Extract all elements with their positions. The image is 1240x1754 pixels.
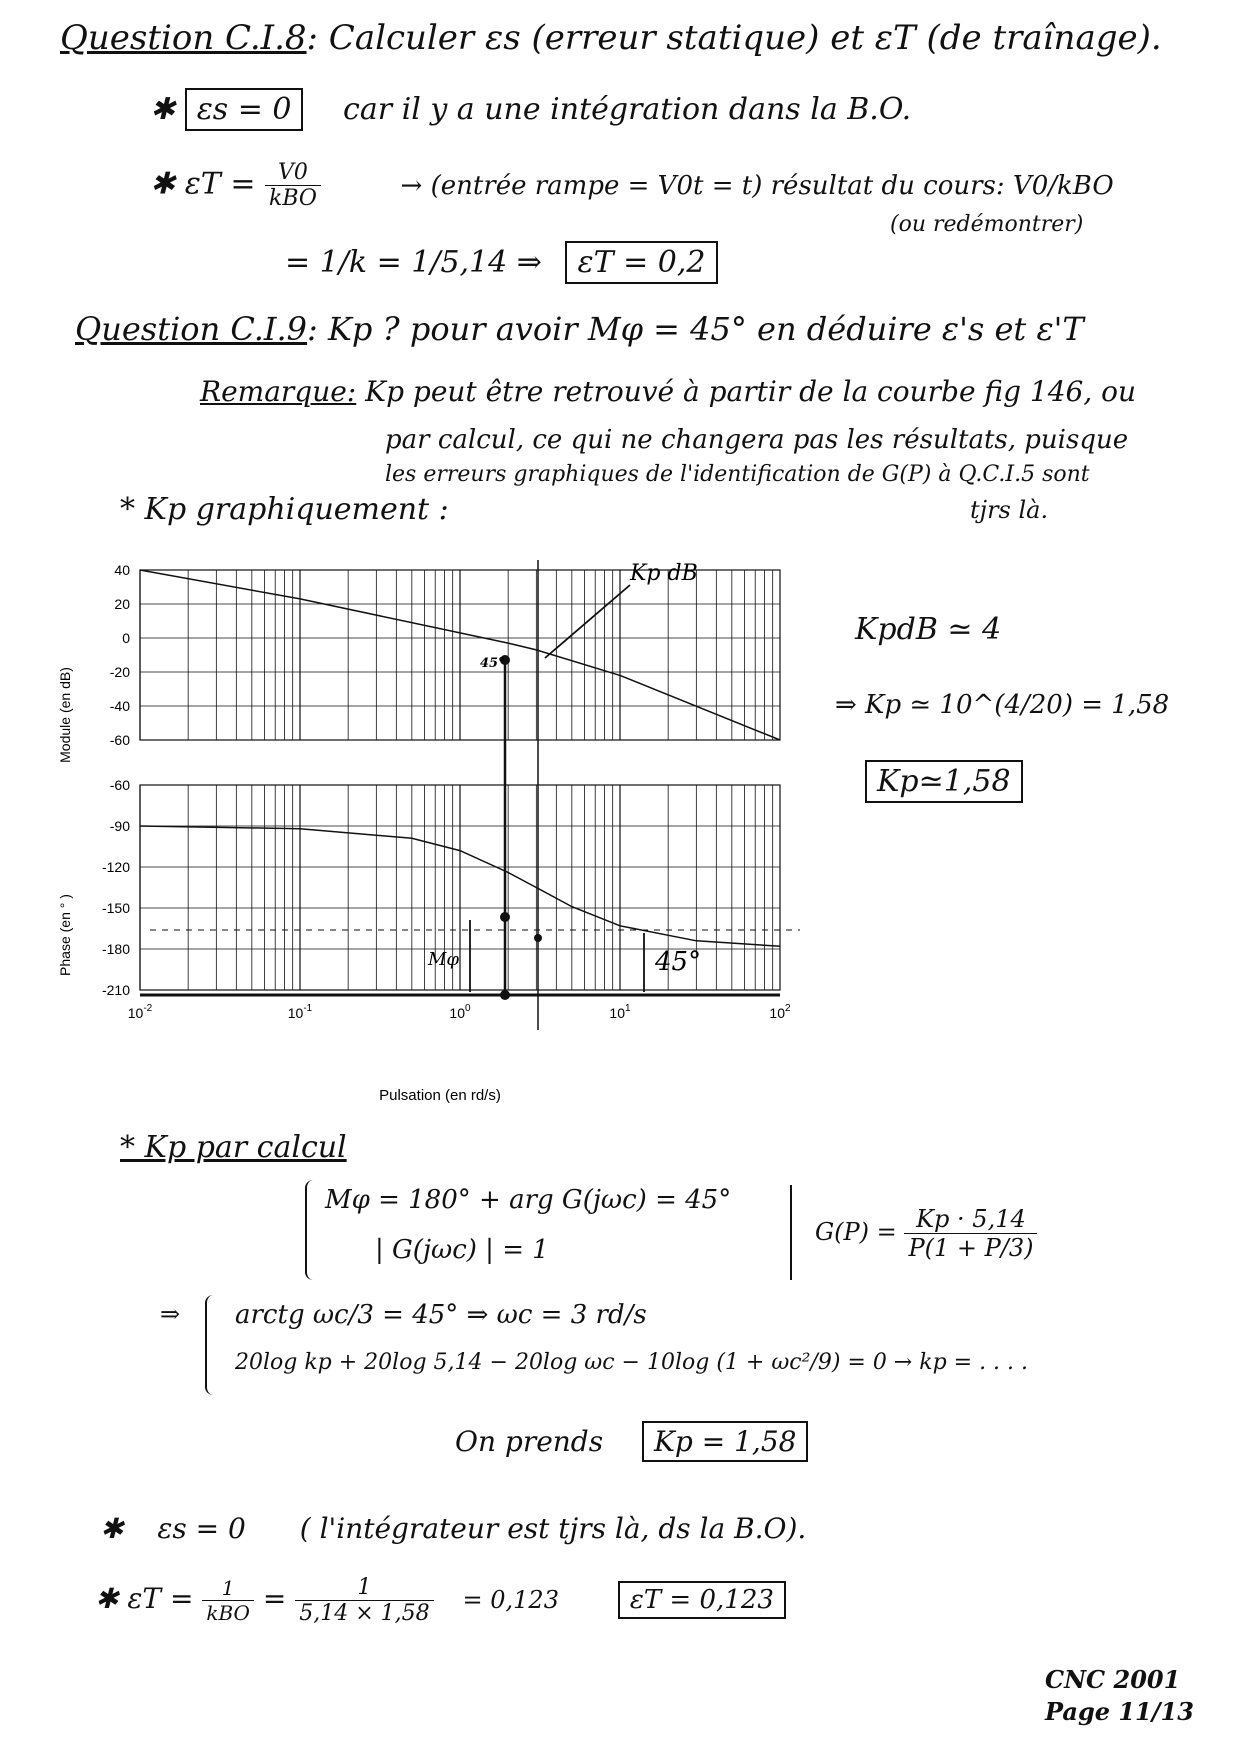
y-tick-label: 20 bbox=[114, 596, 130, 612]
et-f1-den: kBO bbox=[206, 1601, 250, 1625]
y-tick-label: -90 bbox=[109, 818, 130, 834]
kp-phase-point bbox=[534, 934, 542, 942]
phase-ylabel: Phase (en ° ) bbox=[57, 894, 73, 976]
y-tick-label: -20 bbox=[109, 664, 130, 680]
kpdb-arrow bbox=[545, 585, 630, 658]
ci9-line bbox=[75, 310, 1084, 348]
y-tick-label: 40 bbox=[114, 562, 130, 578]
et-note: → (entrée rampe = V0t = t) résultat du cours: V0/kBO bbox=[400, 170, 1114, 201]
gp-den: P(1 + P/3) bbox=[908, 1234, 1034, 1262]
et-den: kBO bbox=[269, 186, 317, 211]
mphi-label: Mφ bbox=[428, 949, 460, 970]
es-reason: car il y a une intégration dans la B.O. bbox=[343, 92, 912, 127]
res-brace bbox=[205, 1295, 213, 1395]
et-final-lhs: εT = bbox=[127, 1582, 194, 1615]
ci9-heading: Question C.I.9 bbox=[75, 310, 308, 348]
x-tick-label: $10^2$ bbox=[769, 1003, 791, 1021]
x-tick-label: $10^1$ bbox=[609, 1003, 631, 1021]
et-box: εT = 0,2 bbox=[565, 241, 717, 284]
et-f2-num: 1 bbox=[295, 1575, 433, 1601]
y-tick-label: -180 bbox=[101, 941, 130, 957]
wc-phase-point bbox=[500, 912, 510, 922]
es-box: εs = 0 bbox=[185, 88, 304, 131]
y-tick-label: 0 bbox=[122, 630, 130, 646]
res-eq1: arctg ωc/3 = 45° ⇒ ωc = 3 rd/s bbox=[235, 1300, 647, 1330]
y-tick-label: -60 bbox=[109, 777, 130, 793]
x-tick-label: $10^{-1}$ bbox=[287, 1003, 313, 1021]
kp-box: Kp≃1,58 bbox=[865, 760, 1023, 803]
et-f1-num: 1 bbox=[202, 1576, 254, 1601]
remark-l3: les erreurs graphiques de l'identification de G(P) à Q.C.I.5 sont bbox=[385, 462, 1090, 487]
remark-l4: tjrs là. bbox=[970, 496, 1049, 524]
gp-formula bbox=[815, 1205, 1037, 1262]
kp-final-box: Kp = 1,58 bbox=[642, 1421, 808, 1462]
on-prend: On prends bbox=[455, 1425, 604, 1458]
sys-eq1: Mφ = 180° + arg G(jωc) = 45° bbox=[325, 1185, 732, 1215]
res-eq2: 20log kp + 20log 5,14 − 20log ωc − 10log (1 + ωc²/9) = 0 → kp = . . . . bbox=[235, 1350, 1029, 1375]
ci8-line3 bbox=[285, 245, 718, 280]
magnitude-tick-labels bbox=[110, 562, 130, 748]
ci8-bullet2: ✱ εT = $\frac{V0}{\text{kBO}}$ → (entrée rampe = V0t = t) résultat du cours: V0/kBO bbox=[150, 160, 1114, 211]
es-final-note: ( l'intégrateur est tjrs là, ds la B.O). bbox=[299, 1512, 807, 1545]
et-note2: (ou redémontrer) bbox=[890, 212, 1084, 237]
ci8-line bbox=[60, 18, 1162, 58]
et-lhs: εT = bbox=[184, 166, 256, 202]
es-final-line: ✱ εs = 0 ( l'intégrateur est tjrs là, ds la B.O). bbox=[100, 1512, 807, 1545]
es-final: εs = 0 bbox=[157, 1512, 246, 1545]
y-tick-label: -150 bbox=[101, 900, 130, 916]
ci9-text: : Kp ? pour avoir Mφ = 45° en déduire ε's et ε'T bbox=[307, 310, 1084, 348]
wc-label: 45° bbox=[480, 656, 505, 671]
et-final-line: ✱ εT = $\frac{1}{\text{kBO}}$ = $\frac{1}{5,14 \times 1,58}$ = 0,123 εT = 0,123 bbox=[95, 1575, 786, 1626]
45deg-label: 45° bbox=[655, 947, 702, 977]
sys-brace bbox=[305, 1180, 313, 1280]
x-tick-label: $10^0$ bbox=[449, 1003, 471, 1021]
divider bbox=[790, 1185, 792, 1280]
footer-page: Page 11/13 bbox=[1045, 1697, 1194, 1726]
remark-label: Remarque: bbox=[200, 375, 357, 408]
graph-heading: * Kp graphiquement : bbox=[120, 492, 449, 527]
magnitude-grid bbox=[140, 570, 780, 740]
footer-cnc: CNC 2001 bbox=[1045, 1665, 1181, 1694]
gp-lhs: G(P) = bbox=[815, 1218, 897, 1246]
ci8-text: : Calculer εs (erreur statique) et εT (de traînage). bbox=[306, 18, 1162, 58]
phase-tick-labels bbox=[102, 777, 130, 998]
et-calc: = 1/k = 1/5,14 ⇒ bbox=[285, 245, 542, 280]
sys-eq2: | G(jωc) | = 1 bbox=[375, 1235, 549, 1265]
y-tick-label: -40 bbox=[109, 698, 130, 714]
calc-heading: * Kp par calcul bbox=[120, 1130, 347, 1165]
x-tick-label: $10^{-2}$ bbox=[127, 1003, 153, 1021]
kp-calc-note: ⇒ Kp ≃ 10^(4/20) = 1,58 bbox=[835, 690, 1170, 720]
et-final-result: = 0,123 bbox=[462, 1586, 559, 1614]
xlabel: Pulsation (en rd/s) bbox=[379, 1087, 501, 1104]
et-f2-den: 5,14 × 1,58 bbox=[299, 1601, 430, 1626]
y-tick-label: -210 bbox=[101, 982, 130, 998]
remark-line1 bbox=[200, 375, 1136, 408]
y-tick-label: -60 bbox=[109, 732, 130, 748]
bode-plot bbox=[0, 540, 820, 1110]
ci8-bullet1: ✱ εs = 0 car il y a une intégration dans la B.O. bbox=[150, 92, 911, 127]
kpdb-label: Kp dB bbox=[630, 561, 698, 586]
on-prend-line bbox=[455, 1425, 808, 1458]
x-tick-labels bbox=[128, 1003, 791, 1021]
kpdb-note: KpdB ≃ 4 bbox=[855, 612, 1002, 647]
et-final-box: εT = 0,123 bbox=[618, 1581, 786, 1619]
y-tick-label: -120 bbox=[101, 859, 130, 875]
gp-num: Kp · 5,14 bbox=[904, 1205, 1037, 1234]
et-num: V0 bbox=[265, 160, 321, 186]
magnitude-ylabel: Module (en dB) bbox=[57, 667, 73, 763]
remark-l1: Kp peut être retrouvé à partir de la courbe fig 146, ou bbox=[365, 375, 1137, 408]
wc-180-point bbox=[500, 990, 510, 1000]
ci8-heading: Question C.I.8 bbox=[60, 18, 307, 58]
remark-l2: par calcul, ce qui ne changera pas les résultats, puisque bbox=[385, 425, 1129, 455]
